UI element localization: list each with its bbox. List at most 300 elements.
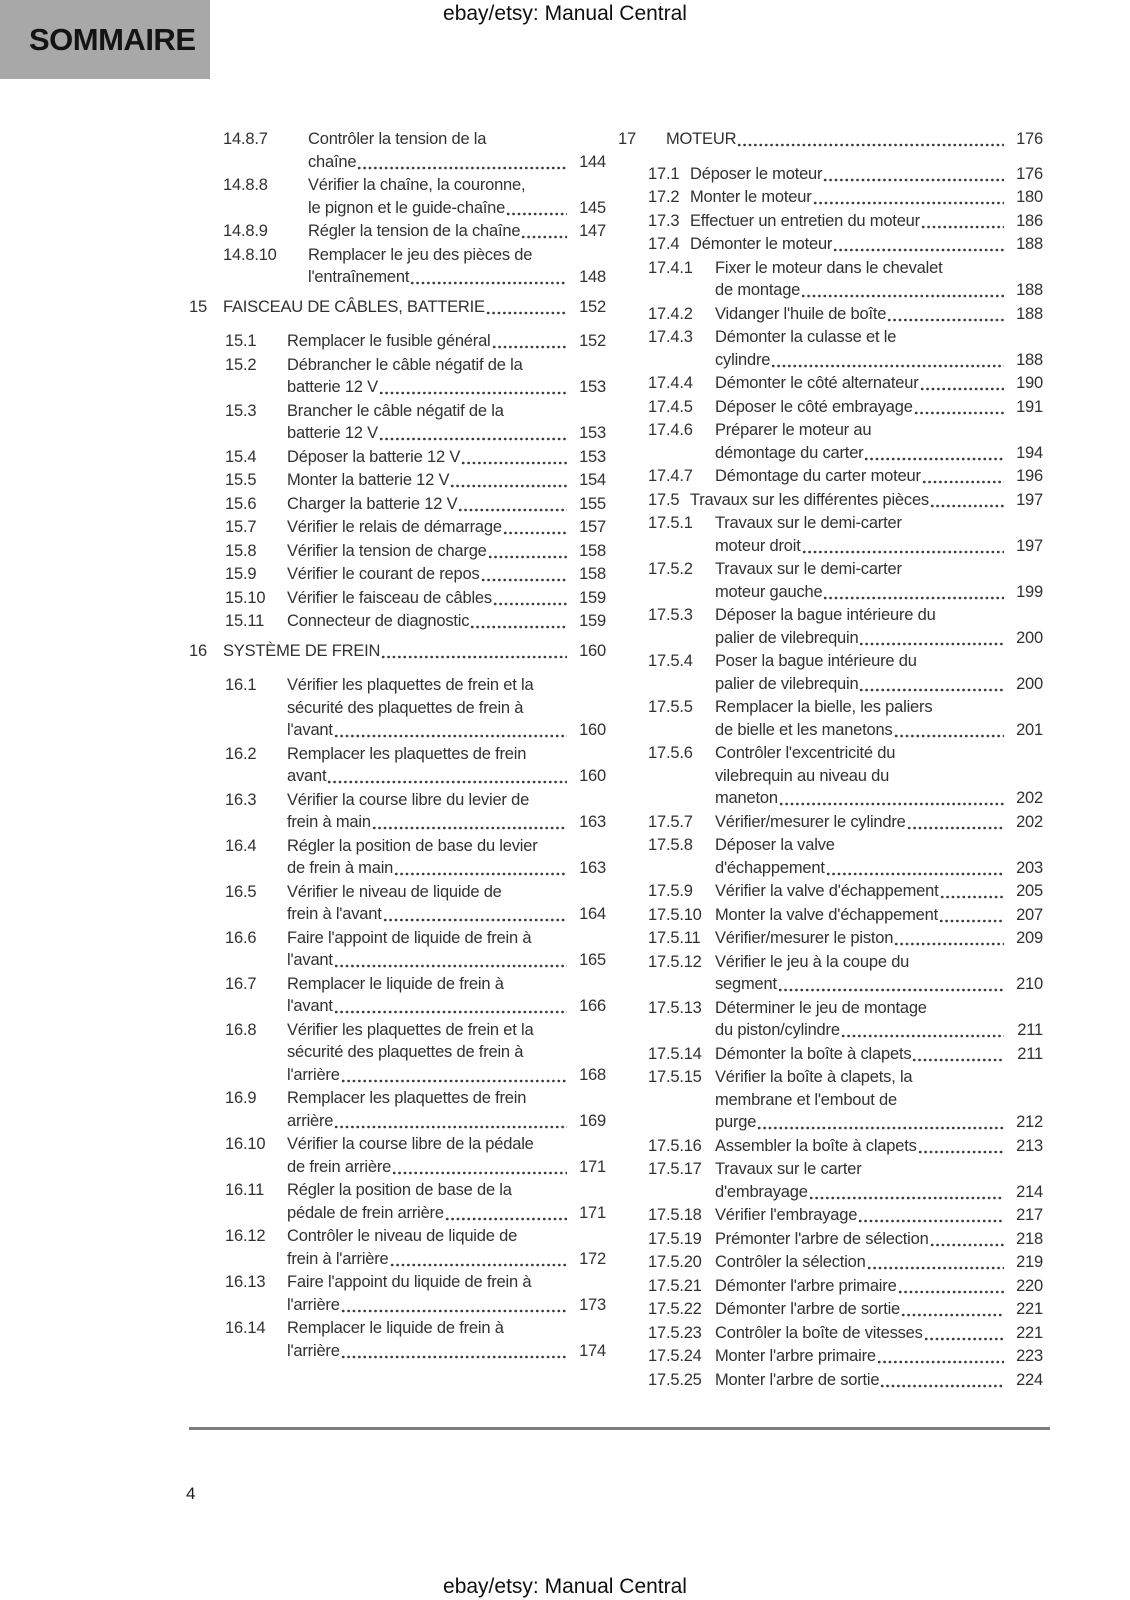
toc-entry-body — [287, 1019, 606, 1087]
toc-entry-15.7 — [185, 516, 606, 539]
toc-entry-body — [690, 163, 1043, 186]
toc-entry-page: 176 — [1016, 130, 1043, 148]
dot-leader — [341, 1340, 567, 1363]
dot-leader — [737, 128, 1004, 151]
toc-entry-number: 15 — [189, 297, 207, 316]
toc-entry-page: 171 — [579, 1203, 606, 1222]
toc-entry-line — [715, 1228, 1043, 1251]
toc-entry-page: 197 — [1016, 536, 1043, 555]
toc-entry-page: 207 — [1016, 905, 1043, 924]
toc-entry-body — [715, 1066, 1043, 1134]
toc-entry-text: Déposer le côté embrayage — [715, 397, 913, 416]
toc-entry-text: arrière — [287, 1111, 334, 1130]
toc-entry-page: 221 — [1016, 1323, 1043, 1342]
dot-leader — [327, 765, 567, 788]
toc-entry-text: Effectuer un entretien du moteur — [690, 211, 920, 230]
toc-entry-text: l'avant — [287, 721, 333, 739]
toc-entry-number: 17.5.2 — [648, 560, 693, 578]
toc-entry-number: 15.1 — [225, 332, 257, 350]
toc-entry-text: Vérifier le faisceau de câbles — [287, 588, 492, 607]
toc-entry-body — [715, 1228, 1043, 1251]
sommaire-label-box — [0, 0, 210, 79]
dot-leader — [901, 1298, 1004, 1321]
dot-leader — [930, 489, 1004, 512]
toc-entry-text: Contrôler la boîte de vitesses — [715, 1323, 923, 1342]
dot-leader — [841, 1019, 1004, 1042]
toc-entry-17.5.25 — [618, 1369, 1043, 1392]
toc-entry-16.7 — [185, 973, 606, 1018]
toc-entry-text: Démonter l'arbre de sortie — [715, 1300, 901, 1318]
dot-leader — [381, 640, 567, 663]
dot-leader — [858, 1204, 1004, 1227]
toc-entry-text: frein à l'arrière — [287, 1249, 389, 1268]
dot-leader — [757, 1111, 1004, 1134]
toc-entry-body — [715, 512, 1043, 557]
toc-entry-page: 153 — [579, 378, 606, 396]
toc-entry-line — [287, 540, 606, 563]
toc-entry-text: l'entraînement — [308, 268, 410, 286]
toc-entry-line: Vérifier le niveau de liquide de — [287, 882, 502, 901]
toc-entry-number: 17.5.6 — [648, 744, 693, 762]
toc-entry-body — [715, 650, 1043, 695]
toc-entry-page: 214 — [1016, 1182, 1043, 1201]
toc-entry-body — [287, 973, 606, 1018]
toc-entry-body — [690, 186, 1043, 209]
toc-entry-number: 17 — [618, 130, 636, 148]
toc-entry-text: Monter l'arbre primaire — [715, 1347, 876, 1365]
toc-entry-body — [715, 1369, 1043, 1392]
dot-leader — [864, 442, 1004, 465]
toc-entry-number: 15.11 — [225, 612, 265, 630]
toc-entry-16.6 — [185, 927, 606, 972]
toc-entry-line: Remplacer le liquide de frein à — [287, 974, 504, 993]
toc-entry-text: MOTEUR — [666, 130, 737, 148]
toc-entry-text: Démontage du carter moteur — [715, 467, 921, 485]
toc-entry-line: Vérifier le jeu à la coupe du — [715, 952, 910, 971]
toc-entry-body — [287, 469, 606, 492]
toc-entry-line — [715, 719, 1043, 742]
toc-entry-line — [287, 376, 606, 399]
toc-entry-number: 17.4.7 — [648, 467, 693, 485]
toc-entry-number: 16.8 — [225, 1020, 257, 1039]
toc-entry-number: 17.5.3 — [648, 606, 693, 624]
toc-entry-17.3 — [618, 210, 1043, 233]
toc-entry-page: 168 — [579, 1065, 606, 1084]
toc-entry-line — [287, 995, 606, 1018]
toc-entry-line — [715, 535, 1043, 558]
dot-leader — [470, 610, 567, 633]
toc-entry-17.5.22 — [618, 1298, 1043, 1321]
toc-entry-number: 17.5.16 — [648, 1136, 702, 1155]
toc-entry-page: 199 — [1016, 582, 1043, 601]
toc-entry-text: Prémonter l'arbre de sélection — [715, 1229, 929, 1248]
toc-entry-number: 17.5.17 — [648, 1160, 702, 1178]
toc-entry-body — [287, 927, 606, 972]
toc-entry-line — [666, 128, 1043, 151]
toc-entry-page: 174 — [579, 1341, 606, 1360]
toc-entry-line — [715, 927, 1043, 950]
dot-leader — [383, 903, 567, 926]
toc-entry-line — [690, 186, 1043, 209]
toc-entry-page: 224 — [1016, 1370, 1043, 1389]
toc-entry-line: Régler la position de base de la — [287, 1181, 512, 1199]
toc-entry-text: Vérifier/mesurer le cylindre — [715, 812, 906, 831]
dot-leader — [493, 587, 567, 610]
toc-entry-page: 158 — [579, 541, 606, 560]
toc-entry-text: Remplacer le fusible général — [287, 332, 491, 350]
toc-entry-number: 17.5.5 — [648, 698, 693, 716]
toc-entry-17.4.3 — [618, 326, 1043, 371]
toc-entry-text: Monter la valve d'échappement — [715, 905, 938, 924]
toc-entry-number: 16.3 — [225, 790, 257, 809]
toc-entry-16.3 — [185, 789, 606, 834]
toc-entry-17.4.7 — [618, 465, 1043, 488]
toc-entry-line: Vérifier la boîte à clapets, la — [715, 1068, 913, 1086]
toc-entry-body — [715, 1135, 1043, 1158]
toc-entry-line — [715, 904, 1043, 927]
toc-entry-page: 218 — [1016, 1229, 1043, 1248]
toc-entry-text: Monter la batterie 12 V — [287, 471, 450, 489]
toc-entry-text: l'arrière — [287, 1065, 340, 1084]
toc-entry-page: 210 — [1016, 975, 1043, 993]
dot-leader — [334, 949, 567, 972]
toc-entry-text: moteur gauche — [715, 582, 823, 601]
toc-entry-line — [287, 563, 606, 586]
toc-entry-line: Régler la position de base du levier — [287, 836, 538, 855]
toc-entry-body — [690, 210, 1043, 233]
toc-entry-body — [223, 640, 606, 663]
toc-entry-body — [715, 1158, 1043, 1203]
toc-entry-body — [308, 220, 606, 243]
toc-entry-body — [287, 354, 606, 399]
toc-entry-body — [715, 1322, 1043, 1345]
toc-entry-page: 201 — [1016, 720, 1043, 739]
dot-leader — [458, 493, 567, 516]
toc-entry-page: 148 — [579, 268, 606, 286]
toc-entry-line — [715, 581, 1043, 604]
dot-leader — [503, 516, 567, 539]
toc-entry-body — [715, 372, 1043, 395]
header-title: ebay/etsy: Manual Central — [443, 2, 687, 25]
toc-entry-body — [715, 1298, 1043, 1321]
toc-entry-body — [715, 997, 1043, 1042]
toc-entry-17 — [618, 128, 1043, 151]
toc-entry-body — [287, 881, 606, 926]
toc-entry-text: de frein à main — [287, 859, 394, 877]
dot-leader — [887, 303, 1004, 326]
toc-entry-line — [287, 719, 606, 742]
toc-entry-page: 211 — [1017, 1021, 1043, 1039]
toc-entry-line: Faire l'appoint de liquide de frein à — [287, 928, 532, 947]
dot-leader — [506, 197, 567, 220]
toc-entry-page: 152 — [579, 297, 606, 316]
toc-entry-page: 194 — [1016, 443, 1043, 462]
toc-entry-text: Monter l'arbre de sortie — [715, 1370, 880, 1389]
toc-entry-page: 223 — [1016, 1347, 1043, 1365]
dot-leader — [813, 186, 1004, 209]
dot-leader — [914, 396, 1004, 419]
toc-entry-page: 209 — [1016, 929, 1043, 947]
toc-entry-line — [690, 233, 1043, 256]
toc-entry-body — [715, 904, 1043, 927]
dot-leader — [492, 330, 567, 353]
toc-entry-page: 159 — [579, 588, 606, 607]
toc-entry-line: sécurité des plaquettes de frein à — [287, 698, 524, 717]
dot-leader — [379, 422, 567, 445]
toc-entry-line — [287, 1202, 606, 1225]
dot-leader — [907, 811, 1004, 834]
toc-entry-text: Assembler la boîte à clapets — [715, 1136, 917, 1155]
toc-entry-14.8.9 — [185, 220, 606, 243]
dot-leader — [809, 1181, 1004, 1204]
dot-leader — [341, 1064, 567, 1087]
dot-leader — [357, 151, 567, 174]
toc-entry-number: 17.5.7 — [648, 812, 693, 831]
toc-entry-body — [715, 811, 1043, 834]
dot-leader — [826, 857, 1004, 880]
toc-entry-line — [287, 1064, 606, 1087]
dot-leader — [778, 973, 1004, 996]
toc-entry-body — [715, 880, 1043, 903]
toc-column-left — [185, 128, 606, 1363]
dot-leader — [341, 1294, 567, 1317]
toc-entry-page: 172 — [579, 1249, 606, 1268]
toc-entry-body — [715, 742, 1043, 810]
toc-entry-page: 188 — [1016, 304, 1043, 323]
toc-entry-body — [287, 1317, 606, 1362]
toc-entry-body — [715, 326, 1043, 371]
dot-leader — [939, 904, 1004, 927]
toc-entry-number: 17.5.11 — [648, 929, 701, 947]
toc-entry-15 — [185, 296, 606, 319]
toc-entry-line: Contrôler le niveau de liquide de — [287, 1227, 518, 1245]
toc-entry-line — [287, 857, 606, 880]
toc-entry-line — [223, 640, 606, 663]
toc-entry-body — [715, 951, 1043, 996]
toc-entry-line — [715, 1135, 1043, 1158]
toc-entry-body — [287, 674, 606, 742]
toc-entry-number: 15.3 — [225, 401, 257, 420]
toc-entry-page: 154 — [579, 471, 606, 489]
toc-entry-line: Poser la bague intérieure du — [715, 652, 917, 670]
toc-entry-body — [223, 296, 606, 319]
toc-entry-body — [715, 558, 1043, 603]
toc-entry-text: moteur droit — [715, 536, 801, 555]
toc-entry-number: 16.14 — [225, 1319, 266, 1337]
toc-entry-body — [715, 1204, 1043, 1227]
toc-entry-line — [715, 1019, 1043, 1042]
toc-entry-15.2 — [185, 354, 606, 399]
toc-entry-text: Vidanger l'huile de boîte — [715, 304, 887, 323]
toc-entry-line: membrane et l'embout de — [715, 1090, 897, 1109]
toc-entry-17.4.6 — [618, 419, 1043, 464]
toc-entry-body — [287, 1087, 606, 1132]
toc-entry-17.5.8 — [618, 834, 1043, 879]
toc-entry-body — [715, 696, 1043, 741]
toc-entry-text: purge — [715, 1113, 757, 1131]
toc-entry-body — [287, 1271, 606, 1316]
toc-entry-page: 153 — [579, 424, 606, 442]
toc-entry-16.8 — [185, 1019, 606, 1087]
toc-entry-page: 202 — [1016, 789, 1043, 807]
toc-entry-15.4 — [185, 446, 606, 469]
page-number: 4 — [186, 1484, 196, 1503]
toc-entry-page: 173 — [579, 1295, 606, 1314]
toc-entry-16.4 — [185, 835, 606, 880]
toc-entry-number: 15.8 — [225, 541, 257, 560]
toc-entry-line — [287, 587, 606, 610]
toc-entry-15.11 — [185, 610, 606, 633]
toc-entry-text: Contrôler la sélection — [715, 1253, 866, 1271]
toc-entry-number: 17.5.23 — [648, 1323, 702, 1342]
toc-entry-line — [287, 469, 606, 492]
toc-entry-page: 219 — [1016, 1253, 1043, 1271]
toc-entry-body — [715, 303, 1043, 326]
toc-entry-number: 14.8.7 — [223, 130, 268, 148]
toc-entry-text: pédale de frein arrière — [287, 1203, 444, 1222]
toc-entry-line — [715, 1275, 1043, 1298]
dot-leader — [334, 719, 567, 742]
toc-entry-line: Remplacer le jeu des pièces de — [308, 245, 533, 264]
toc-entry-text: Vérifier le relais de démarrage — [287, 518, 502, 536]
toc-entry-number: 17.4 — [648, 235, 680, 253]
toc-entry-text: SYSTÈME DE FREIN — [223, 641, 381, 660]
toc-entry-text: segment — [715, 975, 777, 993]
toc-entry-line — [287, 330, 606, 353]
toc-entry-line — [715, 1369, 1043, 1392]
toc-entry-body — [287, 587, 606, 610]
toc-entry-17.5.24 — [618, 1345, 1043, 1368]
toc-entry-line — [715, 973, 1043, 996]
toc-entry-17.5.4 — [618, 650, 1043, 695]
toc-entry-number: 17.5.4 — [648, 652, 693, 670]
toc-entry-number: 16.2 — [225, 744, 257, 763]
toc-entry-line — [715, 787, 1043, 810]
toc-entry-body — [308, 174, 606, 219]
toc-entry-16.9 — [185, 1087, 606, 1132]
toc-entry-body — [287, 789, 606, 834]
toc-entry-17.5.9 — [618, 880, 1043, 903]
toc-entry-number: 15.9 — [225, 565, 257, 583]
dot-leader — [867, 1251, 1004, 1274]
toc-entry-line — [287, 422, 606, 445]
toc-entry-page: 188 — [1016, 350, 1043, 369]
toc-entry-14.8.10 — [185, 244, 606, 289]
toc-entry-line — [287, 446, 606, 469]
toc-entry-line — [715, 1181, 1043, 1204]
toc-entry-page: 160 — [579, 767, 606, 785]
toc-entry-line — [715, 880, 1043, 903]
toc-entry-15.10 — [185, 587, 606, 610]
toc-entry-text: de montage — [715, 281, 801, 299]
toc-entry-number: 17.5.24 — [648, 1347, 702, 1365]
toc-entry-line: Vérifier la course libre du levier de — [287, 790, 530, 809]
toc-entry-line: vilebrequin au niveau du — [715, 766, 890, 785]
dot-leader — [877, 1345, 1004, 1368]
dot-leader — [924, 1322, 1004, 1345]
toc-entry-line — [287, 1294, 606, 1317]
toc-entry-text: chaîne — [308, 152, 357, 171]
toc-entry-line — [690, 210, 1043, 233]
toc-entry-17.5.16 — [618, 1135, 1043, 1158]
toc-entry-15.6 — [185, 493, 606, 516]
toc-entry-17.4.2 — [618, 303, 1043, 326]
toc-entry-line — [690, 163, 1043, 186]
toc-entry-number: 17.5.12 — [648, 952, 702, 971]
dot-leader — [450, 469, 567, 492]
toc-entry-17.4 — [618, 233, 1043, 256]
toc-entry-17.5.7 — [618, 811, 1043, 834]
dot-leader — [912, 1043, 1004, 1066]
footer-title: ebay/etsy: Manual Central — [443, 1575, 687, 1598]
toc-entry-body — [287, 493, 606, 516]
toc-entry-number: 16.6 — [225, 928, 257, 947]
toc-entry-page: 152 — [579, 332, 606, 350]
dot-leader — [521, 220, 567, 243]
toc-entry-number: 15.6 — [225, 494, 257, 513]
toc-entry-body — [287, 1179, 606, 1224]
toc-entry-number: 16.5 — [225, 882, 257, 901]
toc-entry-number: 17.5.22 — [648, 1300, 702, 1318]
toc-entry-body — [715, 927, 1043, 950]
toc-entry-line — [287, 765, 606, 788]
toc-entry-number: 17.3 — [648, 211, 680, 230]
toc-entry-line — [287, 516, 606, 539]
toc-entry-number: 17.5.13 — [648, 998, 702, 1017]
toc-entry-number: 16.13 — [225, 1273, 266, 1291]
toc-entry-page: 176 — [1016, 164, 1043, 183]
toc-entry-line — [715, 1251, 1043, 1274]
dot-leader — [859, 673, 1004, 696]
dot-leader — [486, 296, 567, 319]
toc-entry-number: 15.10 — [225, 588, 266, 607]
toc-entry-text: Connecteur de diagnostic — [287, 612, 470, 630]
toc-entry-number: 17.2 — [648, 188, 680, 206]
toc-entry-number: 17.5.8 — [648, 836, 693, 854]
toc-entry-body — [715, 1251, 1043, 1274]
toc-entry-text: Démonter l'arbre primaire — [715, 1276, 897, 1295]
toc-entry-line — [287, 1110, 606, 1133]
toc-entry-17.5.6 — [618, 742, 1043, 810]
dot-leader — [372, 811, 567, 834]
toc-entry-page: 164 — [579, 905, 606, 923]
toc-entry-body — [287, 563, 606, 586]
toc-entry-number: 17.5 — [648, 490, 680, 509]
toc-entry-number: 17.4.4 — [648, 374, 693, 392]
toc-entry-17.5.1 — [618, 512, 1043, 557]
toc-entry-line: Contrôler la tension de la — [308, 130, 487, 148]
toc-entry-page: 163 — [579, 859, 606, 877]
toc-entry-text: frein à l'avant — [287, 905, 382, 923]
toc-entry-number: 15.5 — [225, 471, 257, 489]
toc-entry-number: 17.4.3 — [648, 328, 693, 346]
toc-entry-text: Vérifier la tension de charge — [287, 541, 487, 560]
toc-entry-line — [287, 949, 606, 972]
toc-entry-line — [715, 1043, 1043, 1066]
toc-entry-body — [690, 489, 1043, 512]
toc-entry-line — [715, 627, 1043, 650]
toc-entry-17.5.11 — [618, 927, 1043, 950]
toc-entry-text: de bielle et les manetons — [715, 720, 893, 739]
toc-entry-text: batterie 12 V — [287, 378, 378, 396]
toc-entry-line: Remplacer les plaquettes de frein — [287, 744, 527, 763]
toc-entry-page: 147 — [579, 222, 606, 240]
toc-entry-15.3 — [185, 400, 606, 445]
toc-entry-body — [690, 233, 1043, 256]
toc-entry-17.5.2 — [618, 558, 1043, 603]
dot-leader — [894, 719, 1004, 742]
dot-leader — [410, 266, 567, 289]
